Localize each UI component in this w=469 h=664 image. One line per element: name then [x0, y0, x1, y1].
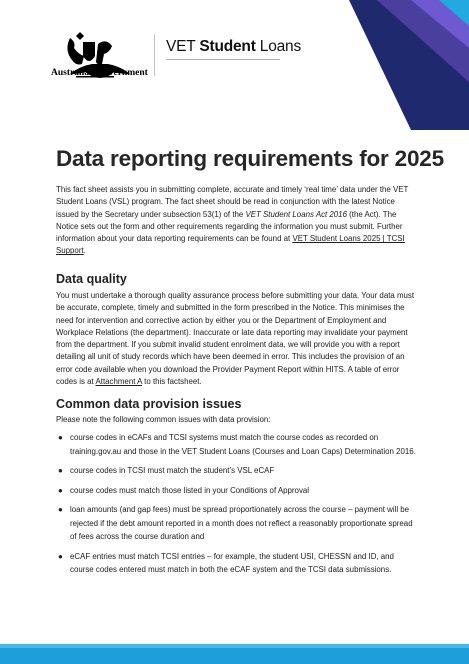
- data-quality-paragraph: You must undertake a thorough quality assurance process before submitting your data. Your data must be accurate, complete, timely and submitted in the form prescribed in the Notice. This minimises the need for intervention and corrective action by either you or the Department of Employment and Workplace Relations (the department). Inaccurate or late data reporting may invalidate your payment from the department. If you submit invalid student enrolment data, we will provide you with a report detailing all unit of study records which have been deemed in error. This includes the provision of an error code available when you download the Provider Payment Report within HITS. A table of error codes is at Attachment A to this factsheet.: [56, 291, 415, 387]
- bullet-icon: ●: [58, 505, 63, 514]
- header-divider: [154, 34, 155, 76]
- list-item: ● course codes in eCAFs and TCSI systems must match the course codes as recorded on training.gov.au and those in the VET Student Loans (Courses and Loan Caps) Determination 2016.: [58, 433, 416, 456]
- corner-graphic: [349, 0, 469, 130]
- logo-underline: [166, 59, 280, 60]
- list-item: ● course codes in TCSI must match the student’s VSL eCAF: [56, 464, 418, 478]
- data-quality-heading: Data quality: [56, 272, 127, 286]
- footer-bar: [0, 644, 469, 664]
- common-issues-heading: Common data provision issues: [56, 397, 242, 411]
- bullet-icon: ●: [58, 551, 63, 561]
- tcsi-support-link[interactable]: VET Student Loans 2025 | TCSI Support: [56, 234, 405, 256]
- list-item: ● course codes must match those listed in your Conditions of Approval: [56, 484, 418, 498]
- common-issues-lead: Please note the following common issues with data provision:: [56, 415, 271, 424]
- intro-paragraph: This fact sheet assists you in submitting complete, accurate and timely ‘real time’ data under the VET Student Loans (VSL) program. The fact sheet should be read in conjunction with the latest Notice issued by the Secretary under subsection 53(1) of the VET Student Loans Act 2016 (the Act). The Notice sets out the form and other requirements regarding the information you must submit. Further information about your data reporting requirements can be found at VET Student Loans 2025 | TCSI Support.: [56, 185, 409, 256]
- page-title: Data reporting requirements for 2025: [56, 146, 444, 171]
- list-item: ● eCAF entries must match TCSI entries – for example, the student USI, CHESSN and ID, and course codes entered must match in both the eCAF system and the TCSI data submissions.: [58, 551, 394, 574]
- issues-list: [56, 431, 418, 583]
- list-item: ● loan amounts (and gap fees) must be spread proportionately across the course – payment will be rejected if the debt amount reported in a month does not reflect a reasonably proportionate spread of fees across the course duration and: [58, 505, 413, 541]
- vet-student-loans-logo: VET Student Loans: [166, 38, 302, 55]
- bullet-icon: ●: [58, 485, 63, 495]
- bullet-icon: ●: [58, 466, 63, 475]
- bullet-icon: ●: [58, 433, 63, 442]
- australian-government-text: Australian Government: [51, 68, 148, 78]
- attachment-a-link[interactable]: Attachment A: [95, 377, 142, 387]
